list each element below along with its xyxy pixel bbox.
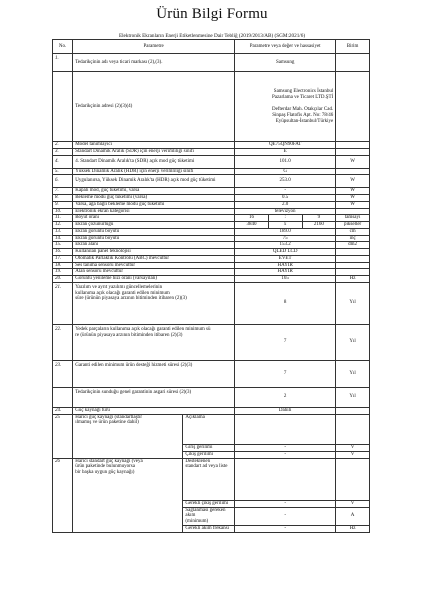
table-row: [53, 228, 370, 235]
row-value: 2: [235, 387, 336, 407]
row-value: EVET: [235, 255, 336, 262]
row-value: G: [235, 168, 336, 175]
row-number: 24.: [53, 407, 73, 414]
row-value: 101.0: [235, 155, 336, 168]
row-parameter: Standart Dinamik Aralık (SDR) için enerji verimliliği sınıfı: [73, 148, 235, 155]
table-row: [53, 242, 370, 249]
sub-parameter: Açıklama: [183, 414, 235, 444]
row-unit: W: [336, 188, 370, 195]
header-parameter: Parametre: [73, 40, 235, 54]
row-unit: [336, 249, 370, 256]
row-unit: Hz: [336, 276, 370, 283]
row-value: Samsung: [235, 54, 336, 72]
table-row: [53, 142, 370, 149]
row-unit: V: [336, 451, 370, 458]
table-row: [53, 148, 370, 155]
row-value: [235, 72, 336, 142]
row-unit: [336, 262, 370, 269]
table-row: [53, 458, 370, 500]
row-unit: W: [336, 175, 370, 188]
row-parameter: Ekran çözünürlüğü: [73, 222, 235, 229]
sub-parameter: [183, 507, 235, 525]
row-number: 16.: [53, 249, 73, 256]
row-value: 0.5: [235, 195, 336, 202]
table-row: [53, 276, 370, 283]
row-number: 25: [53, 414, 73, 458]
row-unit: W: [336, 155, 370, 168]
sub-parameter: [183, 525, 235, 532]
row-value: E: [235, 148, 336, 155]
value-line: Sinpaş Flatofis Apt. No: 78/46: [272, 112, 334, 118]
row-value: 7: [235, 324, 336, 360]
row-unit: [336, 255, 370, 262]
row-number: 22.: [53, 324, 73, 360]
table-row: [53, 195, 370, 202]
row-value: -: [235, 507, 336, 525]
row-number: 14.: [53, 235, 73, 242]
row-value: 7: [235, 360, 336, 387]
row-unit: [336, 148, 370, 155]
row-number: 10.: [53, 208, 73, 215]
sub-parameter: [183, 458, 235, 500]
row-parameter: Varsa, ağa bağlı bekleme modu güç tüketimi: [73, 201, 235, 208]
parameter-line: bir başka uygun güç kaynağı): [75, 470, 135, 475]
row-parameter: Güç kaynağı türü: [73, 407, 235, 414]
row-parameter: Kapalı mod, güç tüketimi, varsa: [73, 188, 235, 195]
table-row: [53, 249, 370, 256]
row-parameter: [73, 324, 235, 360]
row-parameter: Boyut oranı: [73, 215, 235, 222]
sub-parameter: Çıkış gerilimi: [183, 451, 235, 458]
row-number: 5.: [53, 168, 73, 175]
value-line: Eyüpsultan-İstanbul/Türkiye: [275, 118, 334, 124]
table-row: [53, 215, 370, 222]
row-value: -: [235, 188, 336, 195]
parameter-line: Harici standart güç kaynağı (veya: [75, 458, 143, 464]
row-value: -: [235, 444, 336, 451]
parameter-line: Yazılım ve ayrıt yazılımı güncellemelerinin: [75, 284, 163, 290]
row-unit: [336, 269, 370, 276]
row-unit: W: [336, 195, 370, 202]
row-unit: [336, 407, 370, 414]
row-unit: Yıl: [336, 324, 370, 360]
row-number: 20.: [53, 276, 73, 283]
table-row: [53, 175, 370, 188]
row-unit: dm2: [336, 242, 370, 249]
row-value: televizyon: [235, 208, 336, 215]
ratio-part: 2160: [313, 222, 324, 227]
row-unit: [336, 208, 370, 215]
table-row: [53, 360, 370, 387]
row-value: HAYIR: [235, 262, 336, 269]
header-value: Parametre veya değer ve hassasiyet: [235, 40, 336, 54]
row-parameter: [73, 387, 235, 407]
parameter-line: Harici güç kaynağı (standartlaştır: [75, 414, 142, 420]
row-unit: cm: [336, 228, 370, 235]
row-parameter: Otomatik Parlaklık Kontrolü (ABC) mevcuttur: [73, 255, 235, 262]
row-parameter: Ekran görüntü boyutu: [73, 228, 235, 235]
ratio-part: 9: [317, 215, 321, 221]
row-number: 18.: [53, 262, 73, 269]
table-row: [53, 387, 370, 407]
row-number: 17.: [53, 255, 73, 262]
row-unit: [336, 168, 370, 175]
row-number: 11.: [53, 215, 73, 222]
sub-parameter-line: Gerekli çıkış gerilimi: [185, 500, 229, 506]
sub-parameter-line: Gerekli akım frekansı: [185, 525, 229, 531]
row-parameter: [73, 282, 235, 324]
row-parameter: Tedarikçinin adı veya ticari markası (2),(3).: [73, 54, 235, 72]
table-row: [53, 54, 370, 72]
row-unit: inç: [336, 235, 370, 242]
row-number: 2.: [53, 142, 73, 149]
row-unit: V: [336, 500, 370, 507]
ratio-part: x: [268, 222, 303, 228]
header-unit: Birim: [336, 40, 370, 54]
table-row: [53, 324, 370, 360]
row-parameter: 4. Standart Dinamik Aralık'ta (SDR) açık mod güç tüketimi: [73, 155, 235, 168]
table-row: [53, 262, 370, 269]
row-parameter: Model tanımlayıcı: [73, 142, 235, 149]
table-row: [53, 208, 370, 215]
sub-parameter-line: Sağlanması gereken akım: [185, 507, 226, 519]
row-number: 7.: [53, 188, 73, 195]
form-title: Ürün Bilgi Formu: [156, 6, 268, 22]
row-unit: [336, 142, 370, 149]
table-row: [53, 269, 370, 276]
product-info-table: [52, 39, 370, 533]
sub-parameter-line: (minimum): [185, 519, 209, 524]
value-line: Samsung Electronics İstanbul: [273, 88, 334, 94]
value-line: Defterdar Mah. Otakçılar Cad.: [272, 106, 334, 112]
row-parameter: Yüksek Dinamik Aralık (HDR) için enerji verimliliği sınıfı: [73, 168, 235, 175]
row-number: [53, 387, 73, 407]
row-unit: [336, 414, 370, 444]
form-subtitle: Elektronik Ekranların Enerji Etiketlenmesine Dair Tebliğ (2019/2013/AB) (SGM:2021/6): [118, 33, 306, 39]
parameter-line: re (ürünün piyasaya arzının bitiminden itibaren (2)(3): [75, 332, 183, 338]
row-number: 13.: [53, 228, 73, 235]
row-value: Dahili: [235, 407, 336, 414]
row-number: 8.: [53, 195, 73, 202]
sub-parameter-line: Desteklenen: [185, 458, 211, 464]
row-number: 12.: [53, 222, 73, 229]
row-unit: [336, 458, 370, 500]
table-row: [53, 72, 370, 142]
parameter-line: ılmamış ve ürün paketine dahil): [75, 420, 139, 426]
sub-parameter-line: standart ad veya liste: [185, 464, 228, 470]
row-number: 6.: [53, 175, 73, 188]
row-value: QLED LCD: [235, 249, 336, 256]
row-number: 9.: [53, 201, 73, 208]
row-parameter: [73, 458, 183, 532]
ratio-value: [235, 222, 335, 228]
row-unit: W: [336, 201, 370, 208]
row-parameter: Elektronik ekran kategorisi: [73, 208, 235, 215]
row-unit: Yıl: [336, 360, 370, 387]
row-unit: tamsayı: [336, 215, 370, 222]
row-parameter: Ses tanıma sensörü mevcuttur: [73, 262, 235, 269]
row-parameter: Görüntü yenileme hızı oranı (varsayılan): [73, 276, 235, 283]
row-value: [235, 215, 336, 222]
row-number: 4.: [53, 155, 73, 168]
row-value: 153.2: [235, 242, 336, 249]
row-value: 165: [235, 276, 336, 283]
table-row: [53, 201, 370, 208]
parameter-line: süre (ürünün piyasaya arzının bitiminden itibaren (2)(3): [75, 296, 187, 302]
row-number: [53, 72, 73, 142]
table-row: [53, 188, 370, 195]
sub-parameter: [183, 500, 235, 507]
parameter-line: Garanti edilen minimum ürün desteği hizmeti süresi (2)(3): [75, 362, 193, 368]
row-parameter: Ekran görüntü boyutu: [73, 235, 235, 242]
parameter-line: ürün paketinde bulunmuyorsa: [75, 464, 135, 470]
row-parameter: [73, 360, 235, 387]
header-no: No.: [53, 40, 73, 54]
table-row: [53, 168, 370, 175]
row-unit: [336, 54, 370, 72]
row-value: 189.0: [235, 228, 336, 235]
row-number: 21.: [53, 282, 73, 324]
table-row: [53, 407, 370, 414]
table-row: [53, 222, 370, 229]
row-value: HAYIR: [235, 269, 336, 276]
row-parameter: Ekran alanı: [73, 242, 235, 249]
table-body: [53, 40, 370, 533]
table-header-row: [53, 40, 370, 54]
row-parameter: [73, 414, 183, 458]
row-value: [235, 222, 336, 229]
row-number: 19.: [53, 269, 73, 276]
row-value: 75: [235, 235, 336, 242]
parameter-line: Yedek parçaların kullanıma açık olacağı garanti edilen minimum sü: [75, 326, 211, 332]
row-unit: V: [336, 444, 370, 451]
ratio-part: 16: [248, 215, 254, 221]
row-value: 2.0: [235, 201, 336, 208]
row-unit: [336, 72, 370, 142]
row-number: 3.: [53, 148, 73, 155]
row-value: -: [235, 451, 336, 458]
row-unit: pikseller: [336, 222, 370, 229]
parameter-line: kullanıma açık olacağı garanti edilen minimum: [75, 290, 170, 296]
ratio-part: 3840: [246, 222, 257, 227]
table-row: [53, 155, 370, 168]
row-value: -: [235, 525, 336, 532]
row-parameter: Bekleme modu güç tüketimi (varsa): [73, 195, 235, 202]
row-unit: Yıl: [336, 387, 370, 407]
row-value: QE75QN90FAT: [235, 142, 336, 149]
ratio-value: [235, 215, 335, 221]
row-parameter: Uygulanırsa, Yüksek Dinamik Aralık'ta (HDR) açık mod güç tüketimi: [73, 175, 235, 188]
row-unit: Hz: [336, 525, 370, 532]
table-row: [53, 414, 370, 444]
row-parameter: Kullanılan panel teknolojisi: [73, 249, 235, 256]
row-number: 15.: [53, 242, 73, 249]
row-value: [235, 414, 336, 444]
ratio-part: :: [268, 215, 303, 221]
row-number: 1.: [53, 54, 73, 72]
row-value: -: [235, 500, 336, 507]
table-row: [53, 255, 370, 262]
row-unit: Yıl: [336, 282, 370, 324]
row-unit: A: [336, 507, 370, 525]
table-row: [53, 235, 370, 242]
row-value: [235, 458, 336, 500]
value-line: Pazarlama ve Ticaret LTD.ŞTİ: [272, 94, 334, 100]
sub-parameter: Giriş gerilimi: [183, 444, 235, 451]
row-parameter: Tedarikçinin adresi (2)(3)(4): [73, 72, 235, 142]
row-number: 23.: [53, 360, 73, 387]
row-value: 253.0: [235, 175, 336, 188]
row-parameter: Alan sensörü mevcuttur: [73, 269, 235, 276]
parameter-line: Tedarikçinin sunduğu genel garantinin asgari süresi (2)(3): [75, 389, 192, 395]
table-row: [53, 282, 370, 324]
row-value: 8: [235, 282, 336, 324]
row-number: 26: [53, 458, 73, 532]
